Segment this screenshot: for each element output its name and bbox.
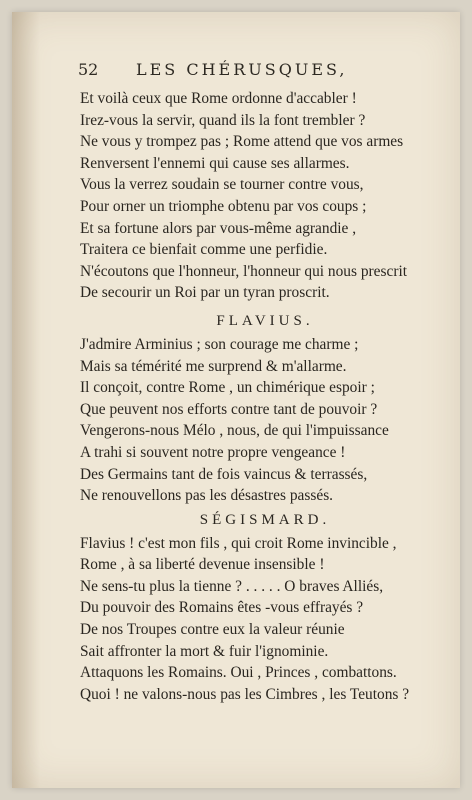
- verse-line: Vengerons-nous Mélo , nous, de qui l'impuissance: [80, 422, 389, 440]
- verse-line: Quoi ! ne valons-nous pas les Cimbres , les Teutons ?: [80, 685, 410, 703]
- verse-line: Ne renouvellons pas les désastres passés.: [80, 487, 334, 505]
- verse-line: De nos Troupes contre eux la valeur réunie: [80, 621, 345, 639]
- verse-line: Attaquons les Romains. Oui , Princes , combattons.: [80, 664, 397, 682]
- verse-line: Renversent l'ennemi qui cause ses allarmes.: [80, 154, 350, 172]
- verse-text: [80, 88, 442, 705]
- verse-line: Et voilà ceux que Rome ordonne d'accabler !: [80, 90, 357, 107]
- verse-line: Flavius ! c'est mon fils , qui croit Rome invincible ,: [80, 534, 397, 552]
- speaker-name-flavius: FLAVIUS.: [216, 312, 314, 329]
- verse-line: De secourir un Roi par un tyran proscrit.: [80, 284, 330, 302]
- verse-line: Traitera ce bienfait comme une perfidie.: [80, 241, 328, 259]
- verse-line: Vous la verrez soudain se tourner contre vous,: [80, 176, 364, 194]
- verse-line: Irez-vous la servir, quand ils la font trembler ?: [80, 111, 366, 129]
- speaker-name-segismard: SÉGISMARD.: [199, 511, 331, 528]
- running-title: LES CHÉRUSQUES,: [136, 60, 348, 79]
- page-number: 52: [78, 60, 99, 79]
- verse-line: Il conçoit, contre Rome , un chimérique espoir ;: [80, 379, 375, 397]
- book-page: [12, 12, 460, 788]
- verse-line: Sait affronter la mort & fuir l'ignominie.: [80, 642, 329, 660]
- verse-line: Mais sa témérité me surprend & m'allarme.: [80, 357, 347, 375]
- verse-line: Pour orner un triomphe obtenu par vos coups ;: [80, 197, 367, 215]
- verse-line: Des Germains tant de fois vaincus & terrassés,: [80, 465, 368, 483]
- verse-line: N'écoutons que l'honneur, l'honneur qui nous prescrit: [80, 262, 407, 280]
- page-header: [72, 60, 412, 84]
- verse-line: Du pouvoir des Romains êtes -vous effrayés ?: [80, 599, 364, 617]
- verse-line: Que peuvent nos efforts contre tant de pouvoir ?: [80, 400, 378, 418]
- verse-line: Et sa fortune alors par vous-même agrandie ,: [80, 219, 357, 237]
- verse-line: J'admire Arminius ; son courage me charme ;: [80, 335, 359, 353]
- verse-line: Ne vous y trompez pas ; Rome attend que vos armes: [80, 133, 404, 151]
- verse-line: Rome , à sa liberté devenue insensible !: [80, 556, 325, 574]
- page-gutter-shadow: [12, 12, 40, 788]
- verse-line: Ne sens-tu plus la tienne ? . . . . . O braves Alliés,: [80, 577, 384, 595]
- verse-line: A trahi si souvent notre propre vengeance !: [80, 443, 346, 461]
